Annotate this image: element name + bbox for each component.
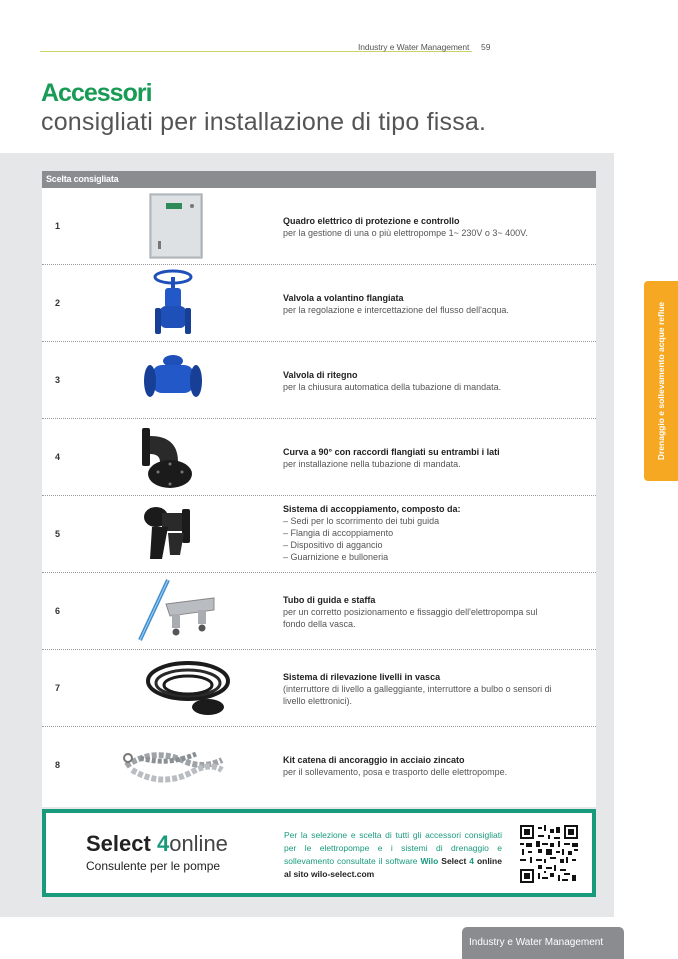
promo-wilo: Wilo [420, 856, 439, 866]
gate-valve-image [122, 268, 282, 338]
elbow-bend-image [122, 422, 282, 492]
footer-tab[interactable] [462, 927, 624, 959]
header-section: Industry e Water Management [358, 42, 470, 52]
check-valve-image [122, 345, 282, 415]
qr-code-icon[interactable] [520, 825, 578, 883]
table-row [42, 188, 596, 265]
row-title: Kit catena di ancoraggio in acciaio zincato [283, 755, 465, 765]
select4-brand-four: 4 [156, 831, 170, 856]
row-number: 5 [55, 529, 61, 539]
row-desc: per un corretto posizionamento e fissaggio dell'elettropompa sul [283, 607, 538, 617]
control-panel-image [122, 191, 282, 261]
row-title: Sistema di accoppiamento, composto da: [283, 504, 461, 514]
guide-pipe-bracket-image [122, 576, 282, 646]
table-row [42, 496, 596, 573]
promo-description [284, 829, 502, 881]
side-tab-label: Drenaggio e sollevamento acque reflue [656, 301, 666, 461]
table-row [42, 265, 596, 342]
row-title: Quadro elettrico di protezione e controllo [283, 216, 460, 226]
row-desc: per la regolazione e intercettazione del flusso dell'acqua. [283, 305, 509, 315]
row-title: Tubo di guida e staffa [283, 595, 376, 605]
row-title: Valvola a volantino flangiata [283, 293, 404, 303]
row-desc: per installazione nella tubazione di mandata. [283, 459, 461, 469]
row-number: 3 [55, 375, 61, 385]
table-row [42, 727, 596, 804]
row-desc: (interruttore di livello a galleggiante, interruttore a bulbo o sensori di [283, 684, 552, 694]
promo-url-link[interactable]: wilo-select.com [310, 869, 375, 879]
row-title: Valvola di ritegno [283, 370, 358, 380]
row-number: 1 [55, 221, 61, 231]
row-number: 2 [55, 298, 61, 308]
page-subtitle: consigliati per installazione di tipo fissa. [41, 108, 487, 136]
promo-select: Select [441, 856, 467, 866]
row-number: 4 [55, 452, 61, 462]
row-desc: – Flangia di accoppiamento [283, 528, 394, 538]
page-title: Accessori [41, 79, 152, 107]
row-desc: per la gestione di una o più elettropompe 1~ 230V o 3~ 400V. [283, 228, 528, 238]
row-desc: fondo della vasca. [283, 619, 356, 629]
row-number: 7 [55, 683, 61, 693]
select4-subtitle: Consulente per le pompe [86, 859, 221, 873]
anchor-chain-image [122, 730, 282, 800]
promo-four: 4 [469, 856, 474, 866]
row-desc: – Sedi per lo scorrimento dei tubi guida [283, 516, 440, 526]
level-switch-image [122, 653, 282, 723]
row-desc: livello elettronici). [283, 696, 353, 706]
select4-brand-online: online [169, 831, 228, 856]
coupling-system-image [122, 499, 282, 569]
table-header: Scelta consigliata [42, 171, 596, 188]
promo-online: online al sito [284, 856, 502, 879]
select4-promo-box [42, 809, 596, 897]
select4-logo [86, 831, 228, 857]
row-desc: per il sollevamento, posa e trasporto delle elettropompe. [283, 767, 508, 777]
table-row [42, 573, 596, 650]
promo-text-body: Per la selezione e scelta di tutti gli accessori consigliati per le elettropompe e i sistemi di drenaggio e sollevamento consultate il software [284, 830, 502, 866]
footer-label: Industry e Water Management [469, 937, 604, 948]
table-row [42, 650, 596, 727]
row-title: Sistema di rilevazione livelli in vasca [283, 672, 441, 682]
row-desc: per la chiusura automatica della tubazione di mandata. [283, 382, 502, 392]
select4-brand-select: Select [86, 831, 151, 856]
table-row [42, 342, 596, 419]
accessories-table [42, 171, 596, 807]
row-number: 8 [55, 760, 61, 770]
page-number: 59 [481, 42, 491, 52]
row-desc: – Dispositivo di aggancio [283, 540, 383, 550]
row-desc: – Guarnizione e bulloneria [283, 552, 389, 562]
table-row [42, 419, 596, 496]
row-title: Curva a 90° con raccordi flangiati su entrambi i lati [283, 447, 500, 457]
row-number: 6 [55, 606, 61, 616]
section-side-tab[interactable] [644, 281, 678, 481]
